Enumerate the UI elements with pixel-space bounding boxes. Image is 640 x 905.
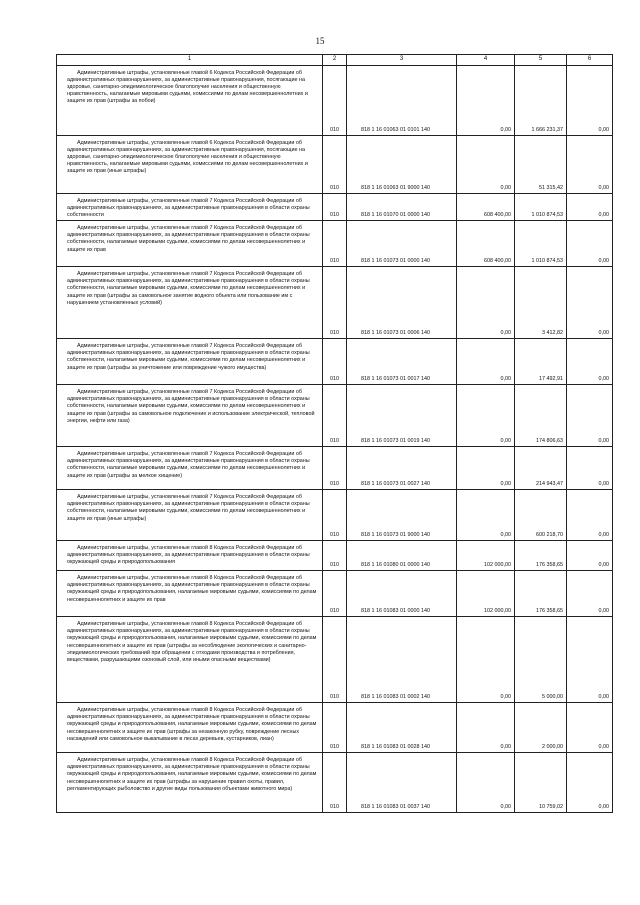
row-code: 010 (323, 753, 347, 813)
row-budget-code: 818 1 16 01073 01 9000 140 (347, 490, 457, 541)
row-budget-code: 818 1 16 01080 01 0000 140 (347, 541, 457, 571)
header-cell: 1 (57, 55, 323, 66)
row-col6-value: 0,00 (567, 703, 613, 753)
row-description-text: Административные штрафы, установленные главой 7 Кодекса Российской Федерации об административных правонарушениях, за административные правонарушения в области охраны собственности, налагаемые мировыми судьями, комиссиями по делам несовершеннолетних и защите их прав (67, 225, 310, 253)
row-col5-value: 51 315,42 (515, 136, 567, 194)
row-col6-value: 0,00 (567, 339, 613, 385)
table-row (57, 703, 613, 753)
table-row (57, 753, 613, 813)
row-description (57, 447, 323, 490)
header-cell: 5 (515, 55, 567, 66)
row-code: 010 (323, 194, 347, 221)
row-col6-value: 0,00 (567, 617, 613, 703)
row-col4-value: 0,00 (457, 66, 515, 136)
row-budget-code: 818 1 16 01070 01 0000 140 (347, 194, 457, 221)
row-description-text: Административные штрафы, установленные главой 8 Кодекса Российской Федерации об административных правонарушениях, за административные правонарушения в области охраны окружающей среды и природопользования, налагаемые мировыми судьями, комиссиями по делам несовершеннолетних и защите их прав (штрафы за незаконную рубку, повреждение лесных насаждений или самовольное выкапывание в лесах деревьев, кустарников, лиан) (67, 707, 317, 742)
row-budget-code: 818 1 16 01073 01 0027 140 (347, 447, 457, 490)
row-description (57, 221, 323, 267)
row-col4-value: 0,00 (457, 490, 515, 541)
row-description (57, 753, 323, 813)
row-code: 010 (323, 339, 347, 385)
table-row (57, 267, 613, 339)
row-code: 010 (323, 617, 347, 703)
row-description (57, 267, 323, 339)
row-code: 010 (323, 447, 347, 490)
row-budget-code: 818 1 16 01073 01 0017 140 (347, 339, 457, 385)
row-col5-value: 176 358,65 (515, 541, 567, 571)
table-row (57, 339, 613, 385)
row-col4-value: 608 400,00 (457, 221, 515, 267)
table-row (57, 447, 613, 490)
row-col4-value: 0,00 (457, 703, 515, 753)
row-budget-code: 818 1 16 01063 01 9000 140 (347, 136, 457, 194)
table-row (57, 194, 613, 221)
row-description-text: Административные штрафы, установленные главой 8 Кодекса Российской Федерации об административных правонарушениях, за административные правонарушения в области охраны окружающей среды и природопользования, налагаемые мировыми судьями, комиссиями по делам несовершеннолетних и защите их прав (67, 575, 317, 603)
row-col4-value: 102 000,00 (457, 541, 515, 571)
row-description (57, 617, 323, 703)
row-col4-value: 0,00 (457, 136, 515, 194)
row-col6-value: 0,00 (567, 490, 613, 541)
row-description (57, 136, 323, 194)
row-budget-code: 818 1 16 01073 01 0019 140 (347, 385, 457, 447)
row-col6-value: 0,00 (567, 66, 613, 136)
row-col5-value: 2 000,00 (515, 703, 567, 753)
row-description (57, 339, 323, 385)
header-cell: 4 (457, 55, 515, 66)
row-col4-value: 0,00 (457, 267, 515, 339)
row-description (57, 703, 323, 753)
row-col5-value: 1 010 874,53 (515, 221, 567, 267)
row-col4-value: 0,00 (457, 617, 515, 703)
row-col5-value: 3 412,82 (515, 267, 567, 339)
row-col6-value: 0,00 (567, 541, 613, 571)
header-cell: 6 (567, 55, 613, 66)
row-description-text: Административные штрафы, установленные главой 8 Кодекса Российской Федерации об административных правонарушениях, за административные правонарушения в области охраны окружающей среды и природопользования (67, 545, 310, 566)
row-col6-value: 0,00 (567, 267, 613, 339)
row-col4-value: 0,00 (457, 385, 515, 447)
row-col5-value: 5 000,00 (515, 617, 567, 703)
row-code: 010 (323, 571, 347, 617)
row-description-text: Административные штрафы, установленные главой 7 Кодекса Российской Федерации об административных правонарушениях, за административные правонарушения в области охраны собственности, налагаемые мировыми судьями, комиссиями по делам несовершеннолетних и защите их прав (иные штрафы) (67, 494, 310, 522)
row-col6-value: 0,00 (567, 571, 613, 617)
row-description-text: Административные штрафы, установленные главой 8 Кодекса Российской Федерации об административных правонарушениях, за административные правонарушения в области охраны окружающей среды и природопользования, налагаемые мировыми судьями, комиссиями по делам несовершеннолетних и защите их прав (штрафы за нарушение правил охоты, правил, регламентирующих рыболовство и другие виды пользования объектами животного мира) (67, 757, 317, 792)
row-col4-value: 0,00 (457, 447, 515, 490)
row-description (57, 571, 323, 617)
report-table-body (57, 55, 613, 813)
row-code: 010 (323, 267, 347, 339)
row-budget-code: 818 1 16 01083 01 0037 140 (347, 753, 457, 813)
report-table (56, 54, 613, 813)
table-row (57, 221, 613, 267)
table-row (57, 617, 613, 703)
row-code: 010 (323, 385, 347, 447)
row-col6-value: 0,00 (567, 385, 613, 447)
row-budget-code: 818 1 16 01083 01 0002 140 (347, 617, 457, 703)
row-description-text: Административные штрафы, установленные главой 7 Кодекса Российской Федерации об административных правонарушениях, за административные правонарушения в области охраны собственности, налагаемые мировыми судьями, комиссиями по делам несовершеннолетних и защите их прав (штрафы за самовольное занятие водного объекта или пользование им с нарушением установленных условий) (67, 271, 310, 306)
header-cell: 3 (347, 55, 457, 66)
row-code: 010 (323, 66, 347, 136)
row-code: 010 (323, 490, 347, 541)
row-col6-value: 0,00 (567, 447, 613, 490)
row-col5-value: 1 666 231,37 (515, 66, 567, 136)
row-col5-value: 17 492,91 (515, 339, 567, 385)
row-col5-value: 600 218,70 (515, 490, 567, 541)
row-col6-value: 0,00 (567, 136, 613, 194)
row-col5-value: 1 010 874,53 (515, 194, 567, 221)
row-description-text: Административные штрафы, установленные главой 7 Кодекса Российской Федерации об административных правонарушениях, за административные правонарушения в области охраны собственности, налагаемые мировыми судьями, комиссиями по делам несовершеннолетних и защите их прав (штрафы за мелкое хищение) (67, 451, 310, 479)
row-col6-value: 0,00 (567, 221, 613, 267)
row-col5-value: 10 759,02 (515, 753, 567, 813)
row-col4-value: 0,00 (457, 753, 515, 813)
row-code: 010 (323, 221, 347, 267)
row-col4-value: 0,00 (457, 339, 515, 385)
row-description-text: Административные штрафы, установленные главой 7 Кодекса Российской Федерации об административных правонарушениях, за административные правонарушения в области охраны собственности (67, 198, 310, 219)
row-col6-value: 0,00 (567, 194, 613, 221)
table-row (57, 66, 613, 136)
row-budget-code: 818 1 16 01073 01 0000 140 (347, 221, 457, 267)
row-budget-code: 818 1 16 01073 01 0006 140 (347, 267, 457, 339)
row-col6-value: 0,00 (567, 753, 613, 813)
table-row (57, 571, 613, 617)
row-budget-code: 818 1 16 01063 01 0101 140 (347, 66, 457, 136)
row-code: 010 (323, 541, 347, 571)
row-description-text: Административные штрафы, установленные главой 6 Кодекса Российской Федерации об административных правонарушениях, за административные правонарушения, посягающие на здоровье, санитарно-эпидемиологическое благополучие населения и общественную нравственность, налагаемые мировыми судьями, комиссиями по делам несовершеннолетних и защите их прав (иные штрафы) (67, 140, 308, 175)
page-number: 15 (315, 36, 325, 46)
row-col4-value: 608 400,00 (457, 194, 515, 221)
row-description (57, 541, 323, 571)
row-description-text: Административные штрафы, установленные главой 7 Кодекса Российской Федерации об административных правонарушениях, за административные правонарушения в области охраны собственности, налагаемые мировыми судьями, комиссиями по делам несовершеннолетних и защите их прав (штрафы за уничтожение или повреждение чужого имущества) (67, 343, 310, 371)
table-row (57, 385, 613, 447)
row-code: 010 (323, 136, 347, 194)
row-code: 010 (323, 703, 347, 753)
row-col5-value: 214 943,47 (515, 447, 567, 490)
row-col5-value: 176 358,65 (515, 571, 567, 617)
row-description (57, 66, 323, 136)
table-row (57, 136, 613, 194)
row-col5-value: 174 806,63 (515, 385, 567, 447)
row-description-text: Административные штрафы, установленные главой 6 Кодекса Российской Федерации об административных правонарушениях, за административные правонарушения, посягающие на здоровье, санитарно-эпидемиологическое благополучие населения и общественную нравственность, налагаемые мировыми судьями, комиссиями по делам несовершеннолетних и защите их прав (штрафы за побои) (67, 70, 308, 105)
row-description (57, 490, 323, 541)
table-row (57, 541, 613, 571)
row-description (57, 194, 323, 221)
row-description-text: Административные штрафы, установленные главой 8 Кодекса Российской Федерации об административных правонарушениях, за административные правонарушения в области охраны окружающей среды и природопользования, налагаемые мировыми судьями, комиссиями по делам несовершеннолетних и защите их прав (штрафы за несоблюдение экологических и санитарно-эпидемиологических требований при обращении с отходами производства и потребления, веществами, разрушающими озоновый слой, или иными опасными веществами) (67, 621, 317, 663)
row-budget-code: 818 1 16 01083 01 0000 140 (347, 571, 457, 617)
row-description-text: Административные штрафы, установленные главой 7 Кодекса Российской Федерации об административных правонарушениях, за административные правонарушения в области охраны собственности, налагаемые мировыми судьями, комиссиями по делам несовершеннолетних и защите их прав (штрафы за самовольное подключение и использование электрической, тепловой энергии, нефти или газа) (67, 389, 315, 424)
row-description (57, 385, 323, 447)
row-col4-value: 102 000,00 (457, 571, 515, 617)
header-row (57, 55, 613, 66)
header-cell: 2 (323, 55, 347, 66)
row-budget-code: 818 1 16 01083 01 0028 140 (347, 703, 457, 753)
table-row (57, 490, 613, 541)
